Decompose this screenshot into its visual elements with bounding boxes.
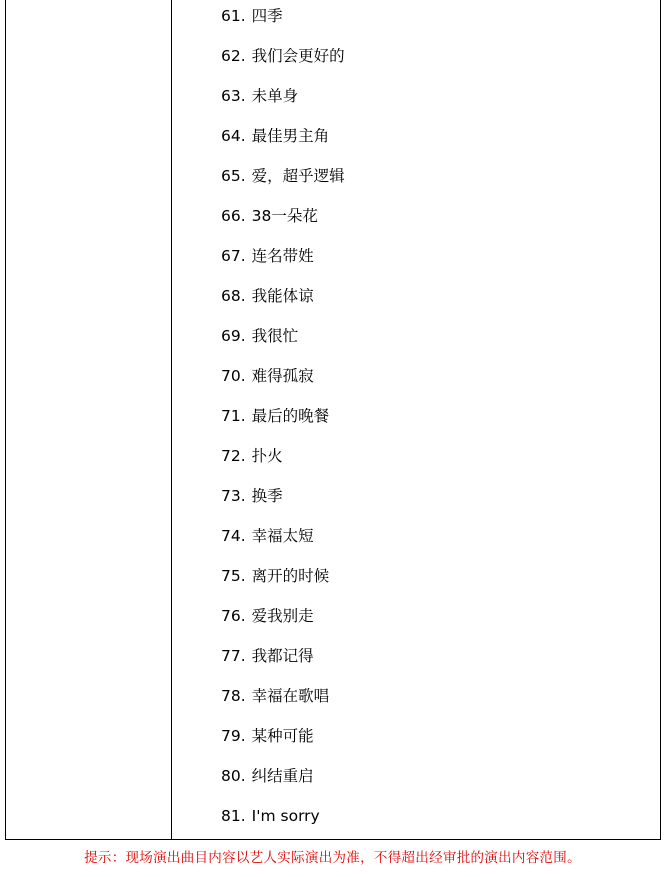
song-item [221, 564, 345, 604]
song-number: 80. [221, 767, 246, 785]
song-number: 75. [221, 567, 246, 585]
song-item [221, 324, 345, 364]
song-title: 连名带姓 [251, 247, 314, 265]
song-number: 74. [221, 527, 246, 545]
song-item [221, 364, 345, 404]
song-title: 我都记得 [251, 647, 314, 665]
song-number: 72. [221, 447, 246, 465]
song-title: 我能体谅 [251, 287, 314, 305]
song-number: 64. [221, 127, 246, 145]
song-title: 未单身 [251, 87, 299, 105]
song-item [221, 284, 345, 324]
song-number: 79. [221, 727, 246, 745]
song-item [221, 764, 345, 804]
song-title: 幸福在歌唱 [251, 687, 330, 705]
song-title: 某种可能 [251, 727, 314, 745]
song-title: 幸福太短 [251, 527, 314, 545]
song-number: 76. [221, 607, 246, 625]
song-title: 四季 [251, 7, 283, 25]
song-number: 70. [221, 367, 246, 385]
song-title: 最佳男主角 [251, 127, 330, 145]
song-title: 最后的晚餐 [251, 407, 330, 425]
song-title: 38一朵花 [251, 207, 318, 225]
song-item [221, 4, 345, 44]
song-item [221, 244, 345, 284]
table-left-cell [6, 0, 172, 839]
song-title: 纠结重启 [251, 767, 314, 785]
song-number: 78. [221, 687, 246, 705]
song-item [221, 124, 345, 164]
song-title: 扑火 [251, 447, 283, 465]
song-item [221, 724, 345, 764]
song-number: 62. [221, 47, 246, 65]
song-number: 81. [221, 807, 246, 825]
song-item [221, 204, 345, 244]
song-number: 63. [221, 87, 246, 105]
song-number: 73. [221, 487, 246, 505]
song-item [221, 804, 345, 844]
song-item [221, 44, 345, 84]
footer-disclaimer: 提示：现场演出曲目内容以艺人实际演出为准，不得超出经审批的演出内容范围。 [84, 850, 581, 866]
song-number: 65. [221, 167, 246, 185]
song-number: 66. [221, 207, 246, 225]
song-number: 61. [221, 7, 246, 25]
song-item [221, 684, 345, 724]
song-item [221, 444, 345, 484]
song-title: I'm sorry [251, 807, 320, 825]
song-item [221, 484, 345, 524]
song-item [221, 404, 345, 444]
setlist-table [5, 0, 661, 840]
song-number: 68. [221, 287, 246, 305]
song-title: 我们会更好的 [251, 47, 345, 65]
song-number: 69. [221, 327, 246, 345]
song-title: 爱我别走 [251, 607, 314, 625]
song-title: 我很忙 [251, 327, 299, 345]
song-item [221, 604, 345, 644]
song-list [221, 4, 345, 844]
song-title: 难得孤寂 [251, 367, 314, 385]
song-item [221, 524, 345, 564]
song-title: 爱，超乎逻辑 [251, 167, 345, 185]
song-title: 离开的时候 [251, 567, 330, 585]
song-number: 67. [221, 247, 246, 265]
song-title: 换季 [251, 487, 283, 505]
song-item [221, 164, 345, 204]
song-item [221, 84, 345, 124]
song-number: 71. [221, 407, 246, 425]
song-number: 77. [221, 647, 246, 665]
song-item [221, 644, 345, 684]
